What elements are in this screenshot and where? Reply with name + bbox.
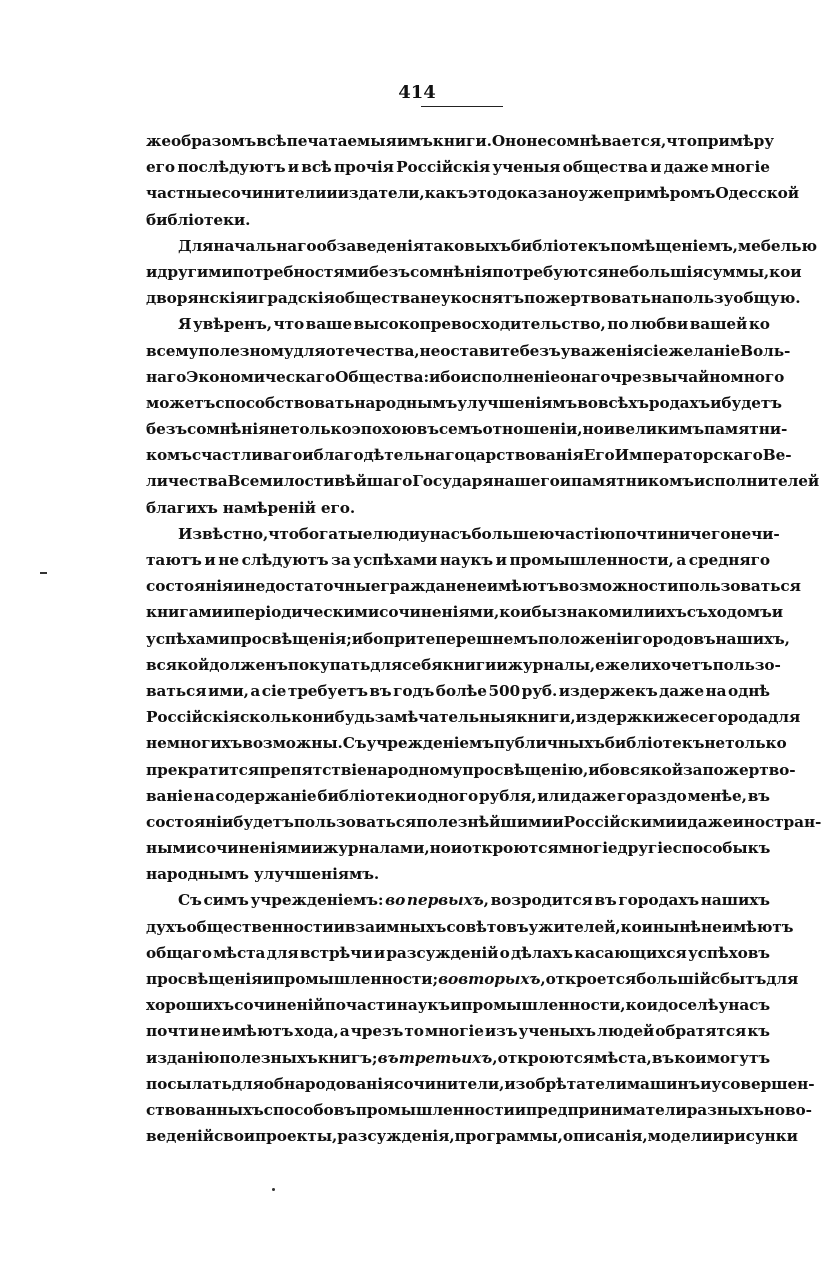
text-line: хорошихъ сочиненій по части наукъ и промышленности, кои до селѣ у насъ: [146, 996, 770, 1015]
text-line: книгами и періодическими сочиненіями, кои бы знакомили ихъ съ ходомъ и: [146, 603, 783, 622]
text-line: Я увѣренъ, что ваше высокопревосходительство, по любви вашей ко: [178, 315, 770, 334]
text-line: библіотеки.: [146, 210, 251, 229]
text-line: прекратится препятствіе народному просвѣщенію, ибо всякой за пожертво-: [146, 760, 796, 779]
text-line: состоянія и недостаточные граждане не имѣютъ возможности пользоваться: [146, 577, 801, 596]
text-line: дворянскія и градскія общества неукоснятъ пожертвовать на пользу общую.: [146, 289, 801, 308]
text-line: народнымъ улучшеніямъ.: [146, 865, 380, 884]
text-line: безъ сомнѣнія не только эпохою въ семъ отношеніи, но и великимъ памятни-: [146, 420, 788, 439]
text-line: благихъ намѣреній его.: [146, 498, 356, 517]
text-line: личества Всемилостивѣйшаго Государя нашего и памятникомъ исполнителей: [146, 472, 820, 491]
text-line: почти не имѣютъ хода, а чрезъ то многіе изъ ученыхъ людей обратятся къ: [146, 1022, 770, 1041]
margin-mark: [40, 572, 47, 574]
text-line: духъ общественности и взаимныхъ совѣтовъ у жителей, кои нынѣ не имѣютъ: [146, 917, 794, 936]
text-line: всему полезному для отечества, не оставите безъ уваженія сіе желаніе Воль-: [146, 341, 791, 360]
page-number-rule: [421, 106, 503, 107]
text-line: всякой долженъ покупать для себя книги и журналы, ежели хочетъ пользо-: [146, 655, 781, 674]
text-line: немногихъ возможны. Съ учрежденіемъ публичныхъ библіотекъ не только: [146, 734, 787, 753]
text-line: ными сочиненіями и журналами, но и откроются многіе другіе способы къ: [146, 839, 771, 858]
text-line: его послѣдуютъ и всѣ прочія Россійскія ученыя общества и даже многіе: [146, 158, 770, 177]
text-line: Съ симъ учрежденіемъ: во первыхъ, возродится въ городахъ нашихъ: [178, 891, 770, 910]
page-number: 414: [398, 82, 436, 103]
text-line: наго Экономическаго Общества: ибо исполненіе онаго чрезвычайно много: [146, 367, 785, 386]
text-line: ваться ими, а сіе требуетъ въ годъ болѣе 500 руб. издержекъ даже на однѣ: [146, 681, 770, 700]
text-line: посылать для обнародованія сочинители, изобрѣтатели машинъ и усовершен-: [146, 1074, 815, 1093]
text-line: состояніи будетъ пользоваться полезнѣйшими и Россійскими и даже иностран-: [146, 812, 822, 831]
text-line: веденій свои проекты, разсужденія, программы, описанія, модели и рисунки: [146, 1127, 798, 1146]
text-line: общаго мѣста для встрѣчи и разсужденій о дѣлахъ касающихся успѣховъ: [146, 943, 770, 962]
text-line: Россійскія сколько нибудь замѣчательныя книги, издержки же сего рода для: [146, 708, 801, 727]
text-line: ваніе на содержаніе библіотеки одного рубля, или даже гораздо менѣе, въ: [146, 786, 770, 805]
text-line: Для начальнаго обзаведенія таковыхъ библіотекъ помѣщеніемъ, мебелью: [178, 236, 817, 255]
text-line: таютъ и не слѣдуютъ за успѣхами наукъ и промышленности, а средняго: [146, 551, 770, 569]
print-speck: [272, 1188, 275, 1191]
text-line: можетъ способствовать народнымъ улучшеніямъ во всѣхъ родахъ и будетъ: [146, 393, 782, 412]
text-line: и другими потребностями безъ сомнѣнія потребуются не большія суммы, кои: [146, 262, 802, 281]
text-line: комъ счастливаго и благодѣтельнаго царствованія Его Императорскаго Ве-: [146, 446, 792, 465]
text-line: же образомъ всѣ печатаемыя имъ книги. Оно не сомнѣвается, что примѣру: [146, 132, 774, 150]
text-line: частные сочинители и издатели, какъ это доказано уже примѣромъ Одесской: [146, 184, 800, 203]
text-line: Извѣстно, что богатые люди у насъ большею частію почти ничего нечи-: [178, 524, 780, 543]
body-text: [146, 128, 822, 1149]
text-line: просвѣщенія и промышленности; во вторыхъ, откроется большій сбытъ для: [146, 970, 799, 988]
text-line: ствованныхъ способовъ промышленности и предприниматели разныхъ ново-: [146, 1100, 812, 1119]
text-line: изданію полезныхъ книгъ; въ третьихъ, откроются мѣста, въ кои могутъ: [146, 1048, 770, 1067]
text-line: успѣхами просвѣщенія; ибо при теперешнемъ положеніи городовъ нашихъ,: [146, 629, 790, 648]
